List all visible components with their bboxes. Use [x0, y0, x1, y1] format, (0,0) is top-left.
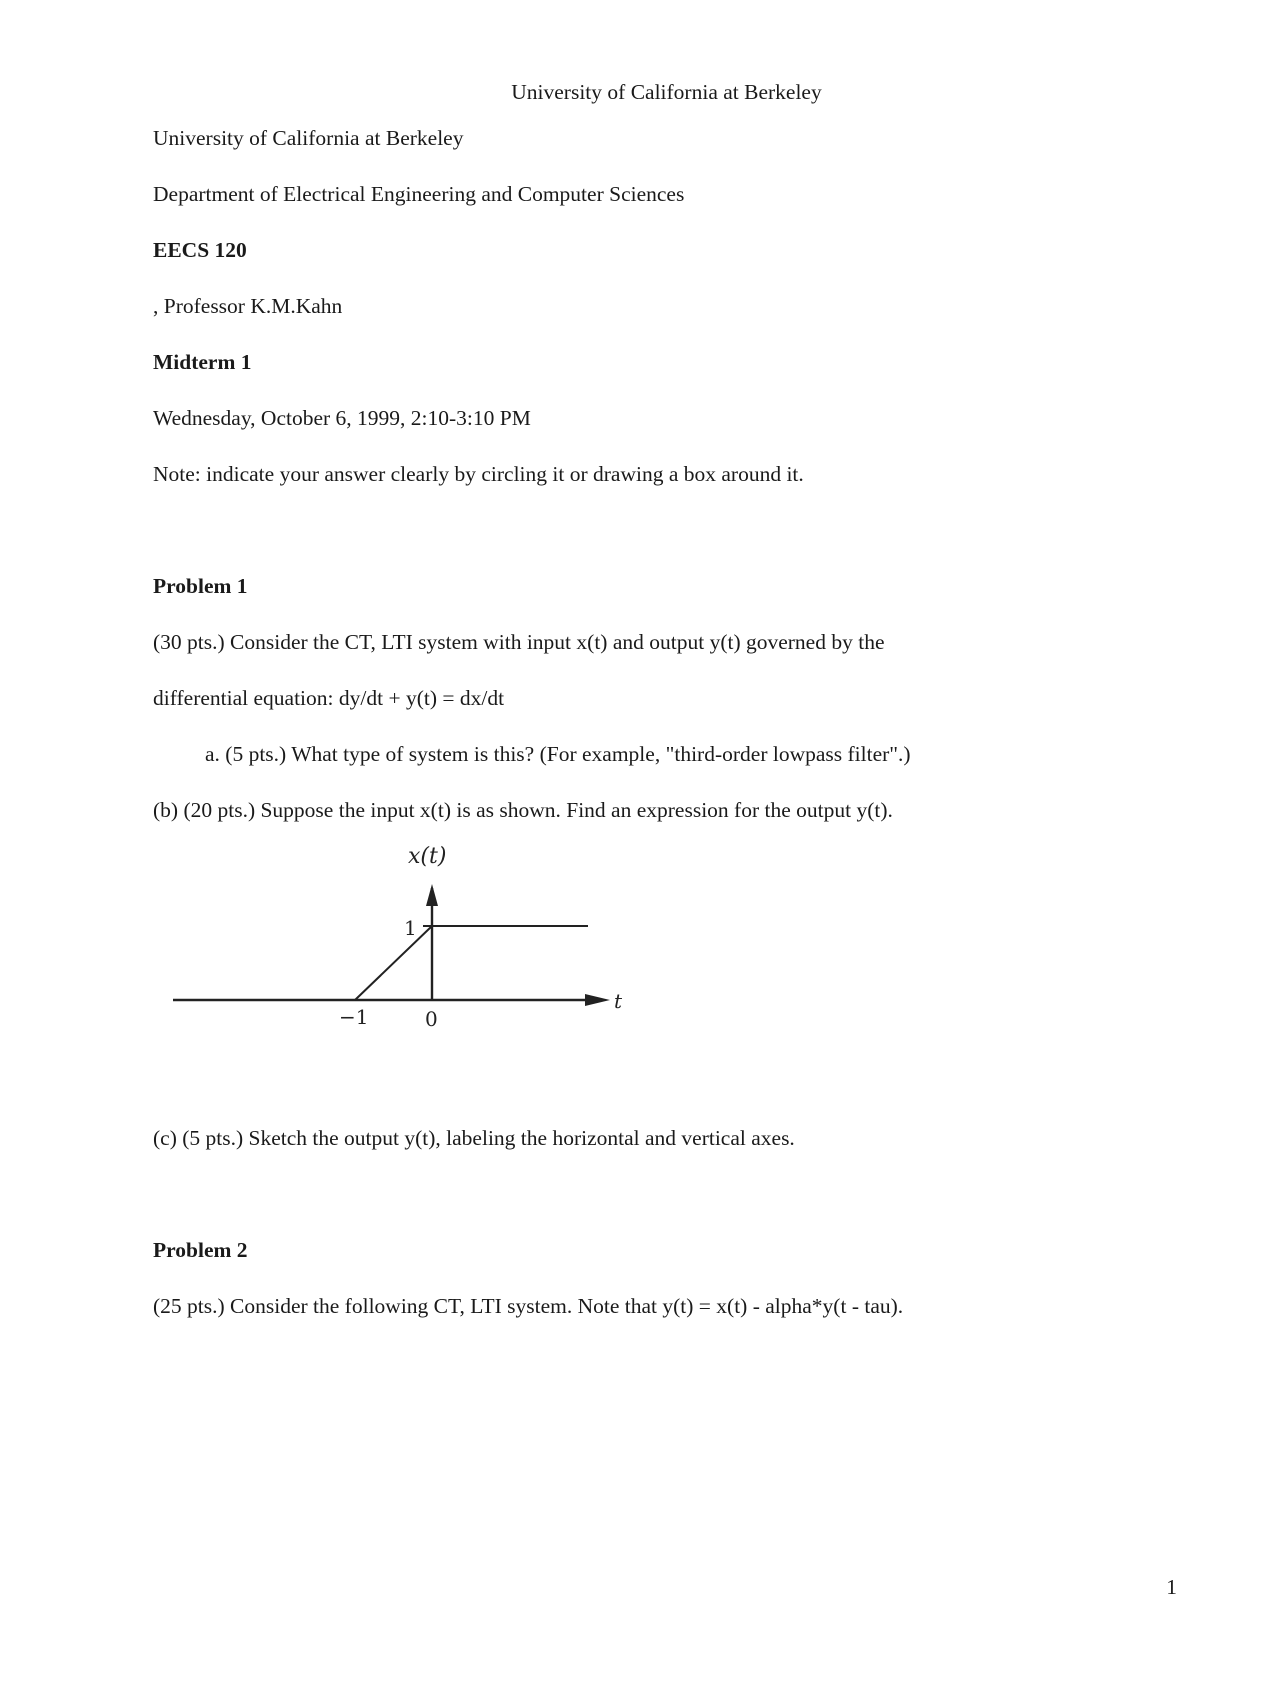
page-number: 1 — [1166, 1575, 1177, 1599]
input-signal-figure — [165, 840, 645, 1040]
exam-note: Note: indicate your answer clearly by circling it or drawing a box around it. — [153, 462, 804, 486]
problem-1-part-a: a. (5 pts.) What type of system is this? (For example, "third-order lowpass filter".) — [205, 742, 911, 766]
problem-1-part-b: (b) (20 pts.) Suppose the input x(t) is as shown. Find an expression for the output y(t). — [153, 798, 893, 822]
problem-1-heading: Problem 1 — [153, 574, 248, 598]
signal-plot — [165, 840, 645, 1040]
y-tick-label: 1 — [404, 916, 417, 940]
problem-1-intro-line1: (30 pts.) Consider the CT, LTI system with input x(t) and output y(t) governed by the — [153, 630, 885, 654]
problem-1-part-c: (c) (5 pts.) Sketch the output y(t), labeling the horizontal and vertical axes. — [153, 1126, 795, 1150]
problem-1-intro-line2: differential equation: dy/dt + y(t) = dx/dt — [153, 686, 505, 710]
x-tick-label-zero: 0 — [425, 1007, 438, 1031]
running-header: University of California at Berkeley — [511, 80, 822, 104]
exam-date: Wednesday, October 6, 1999, 2:10-3:10 PM — [153, 406, 531, 430]
time-axis-arrow-icon — [585, 994, 610, 1006]
x-axis-label: t — [614, 989, 623, 1013]
x-tick-label-neg: −1 — [339, 1005, 369, 1029]
problem-2-intro: (25 pts.) Consider the following CT, LTI system. Note that y(t) = x(t) - alpha*y(t - tau). — [153, 1294, 904, 1318]
amplitude-axis-arrow-icon — [426, 884, 438, 906]
department-name: Department of Electrical Engineering and Computer Sciences — [153, 182, 685, 206]
signal-ramp-segment — [355, 926, 432, 1000]
exam-title: Midterm 1 — [153, 350, 252, 374]
problem-2-heading: Problem 2 — [153, 1238, 248, 1262]
university-name: University of California at Berkeley — [153, 126, 464, 150]
y-axis-label: x(t) — [408, 844, 447, 869]
professor-name: , Professor K.M.Kahn — [153, 294, 343, 318]
course-code: EECS 120 — [153, 238, 247, 262]
